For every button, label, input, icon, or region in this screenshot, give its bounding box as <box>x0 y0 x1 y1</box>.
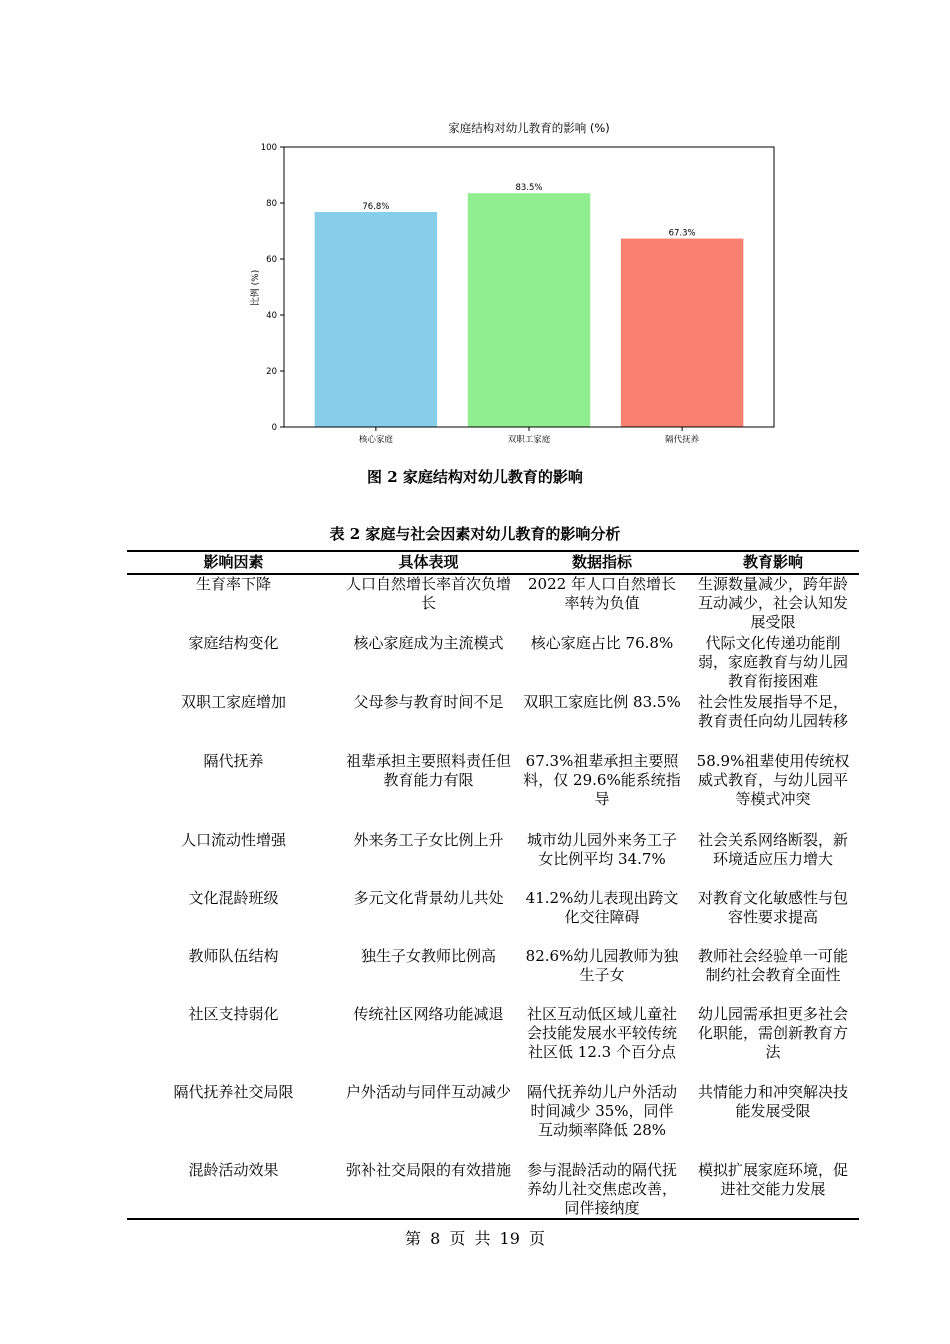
x-tick-label: 双职工家庭 <box>507 435 551 445</box>
header-data-indicator: 数据指标 <box>517 551 687 574</box>
cell-factor: 混龄活动效果 <box>127 1161 340 1219</box>
cell-manifestation: 核心家庭成为主流模式 <box>353 634 504 652</box>
cell-data-indicator: 社区互动低区域儿童社会技能发展水平较传统社区低 12.3 个百分点 <box>526 1005 677 1061</box>
header-factor: 影响因素 <box>127 551 340 574</box>
header-educational-impact: 教育影响 <box>687 551 859 574</box>
bar-value-label: 67.3% <box>668 228 696 239</box>
cell-factor: 隔代抚养 <box>203 752 264 770</box>
bar <box>468 193 591 427</box>
bar <box>621 239 744 427</box>
cell-data-indicator: 核心家庭占比 76.8% <box>530 634 674 652</box>
cell-educational-impact: 共情能力和冲突解决技能发展受限 <box>697 1083 848 1120</box>
cell-educational-impact: 社会关系网络断裂，新环境适应压力增大 <box>697 831 848 868</box>
y-tick-label: 60 <box>266 255 277 265</box>
cell-data-indicator: 41.2%幼儿表现出跨文化交往障碍 <box>525 889 679 926</box>
cell-manifestation: 人口自然增长率首次负增长 <box>346 575 512 612</box>
bar-chart <box>240 110 790 450</box>
figure-caption: 图 2 家庭结构对幼儿教育的影响 <box>367 468 583 486</box>
header-manifestation: 具体表现 <box>340 551 517 574</box>
table-row <box>127 1161 859 1219</box>
cell-educational-impact: 教师社会经验单一可能制约社会教育全面性 <box>697 947 848 984</box>
cell-data-indicator: 双职工家庭比例 83.5% <box>523 693 681 711</box>
cell-educational-impact: 幼儿园需承担更多社会化职能，需创新教育方法 <box>697 1005 848 1061</box>
cell-educational-impact: 社会性发展指导不足，教育责任向幼儿园转移 <box>697 693 848 730</box>
table-row <box>127 1083 859 1161</box>
cell-manifestation: 独生子女教师比例高 <box>360 947 496 965</box>
cell-manifestation: 祖辈承担主要照料责任但教育能力有限 <box>346 752 512 789</box>
cell-educational-impact: 代际文化传递功能削弱，家庭教育与幼儿园教育衔接困难 <box>697 634 848 690</box>
table-header-row <box>127 551 859 574</box>
cell-manifestation: 父母参与教育时间不足 <box>353 693 504 711</box>
y-tick-label: 20 <box>266 367 277 377</box>
cell-factor: 双职工家庭增加 <box>180 693 286 711</box>
bar-value-label: 83.5% <box>515 183 543 194</box>
cell-manifestation: 传统社区网络功能减退 <box>353 1005 504 1023</box>
cell-data-indicator: 隔代抚养幼儿户外活动时间减少 35%，同伴互动频率降低 28% <box>526 1083 677 1139</box>
cell-factor: 人口流动性增强 <box>180 831 286 849</box>
bar <box>315 212 438 427</box>
cell-factor: 隔代抚养社交局限 <box>173 1083 294 1101</box>
cell-data-indicator: 82.6%幼儿园教师为独生子女 <box>525 947 679 984</box>
page-footer: 第 8 页 共 19 页 <box>405 1229 545 1248</box>
y-axis-label: 比例 (%) <box>251 269 261 307</box>
bar-value-label: 76.8% <box>362 201 390 212</box>
y-tick-label: 0 <box>271 423 277 433</box>
table-row <box>127 574 859 634</box>
cell-educational-impact: 对教育文化敏感性与包容性要求提高 <box>697 889 848 926</box>
chart-title: 家庭结构对幼儿教育的影响 (%) <box>448 121 610 135</box>
cell-educational-impact: 58.9%祖辈使用传统权威式教育，与幼儿园平等模式冲突 <box>696 752 850 808</box>
cell-manifestation: 外来务工子女比例上升 <box>353 831 504 849</box>
cell-manifestation: 多元文化背景幼儿共处 <box>353 889 504 907</box>
table-caption: 表 2 家庭与社会因素对幼儿教育的影响分析 <box>329 525 621 543</box>
cell-educational-impact: 生源数量减少，跨年龄互动减少，社会认知发展受限 <box>697 575 848 631</box>
y-tick-label: 100 <box>260 143 277 153</box>
analysis-table <box>127 550 859 1220</box>
table-row <box>127 752 859 831</box>
table-row <box>127 889 859 947</box>
cell-educational-impact: 模拟扩展家庭环境，促进社交能力发展 <box>687 1161 859 1219</box>
cell-data-indicator: 参与混龄活动的隔代抚养幼儿社交焦虑改善，同伴接纳度 <box>517 1161 687 1219</box>
y-tick-label: 80 <box>266 199 277 209</box>
cell-factor: 家庭结构变化 <box>188 634 279 652</box>
table-row <box>127 947 859 1005</box>
table-row <box>127 831 859 889</box>
y-tick-label: 40 <box>266 311 277 321</box>
cell-factor: 生育率下降 <box>195 575 271 593</box>
cell-factor: 社区支持弱化 <box>188 1005 279 1023</box>
cell-data-indicator: 67.3%祖辈承担主要照料，仅 29.6%能系统指导 <box>523 752 681 808</box>
chart-marks <box>261 143 744 445</box>
table-row <box>127 1005 859 1083</box>
cell-manifestation: 弥补社交局限的有效措施 <box>340 1161 517 1219</box>
cell-data-indicator: 城市幼儿园外来务工子女比例平均 34.7% <box>526 831 677 868</box>
cell-factor: 文化混龄班级 <box>188 889 279 907</box>
table-row <box>127 634 859 693</box>
cell-manifestation: 户外活动与同伴互动减少 <box>346 1083 512 1101</box>
cell-factor: 教师队伍结构 <box>188 947 279 965</box>
table-row <box>127 693 859 752</box>
x-tick-label: 核心家庭 <box>358 435 393 445</box>
cell-data-indicator: 2022 年人口自然增长率转为负值 <box>528 575 676 612</box>
x-tick-label: 隔代抚养 <box>665 435 700 445</box>
